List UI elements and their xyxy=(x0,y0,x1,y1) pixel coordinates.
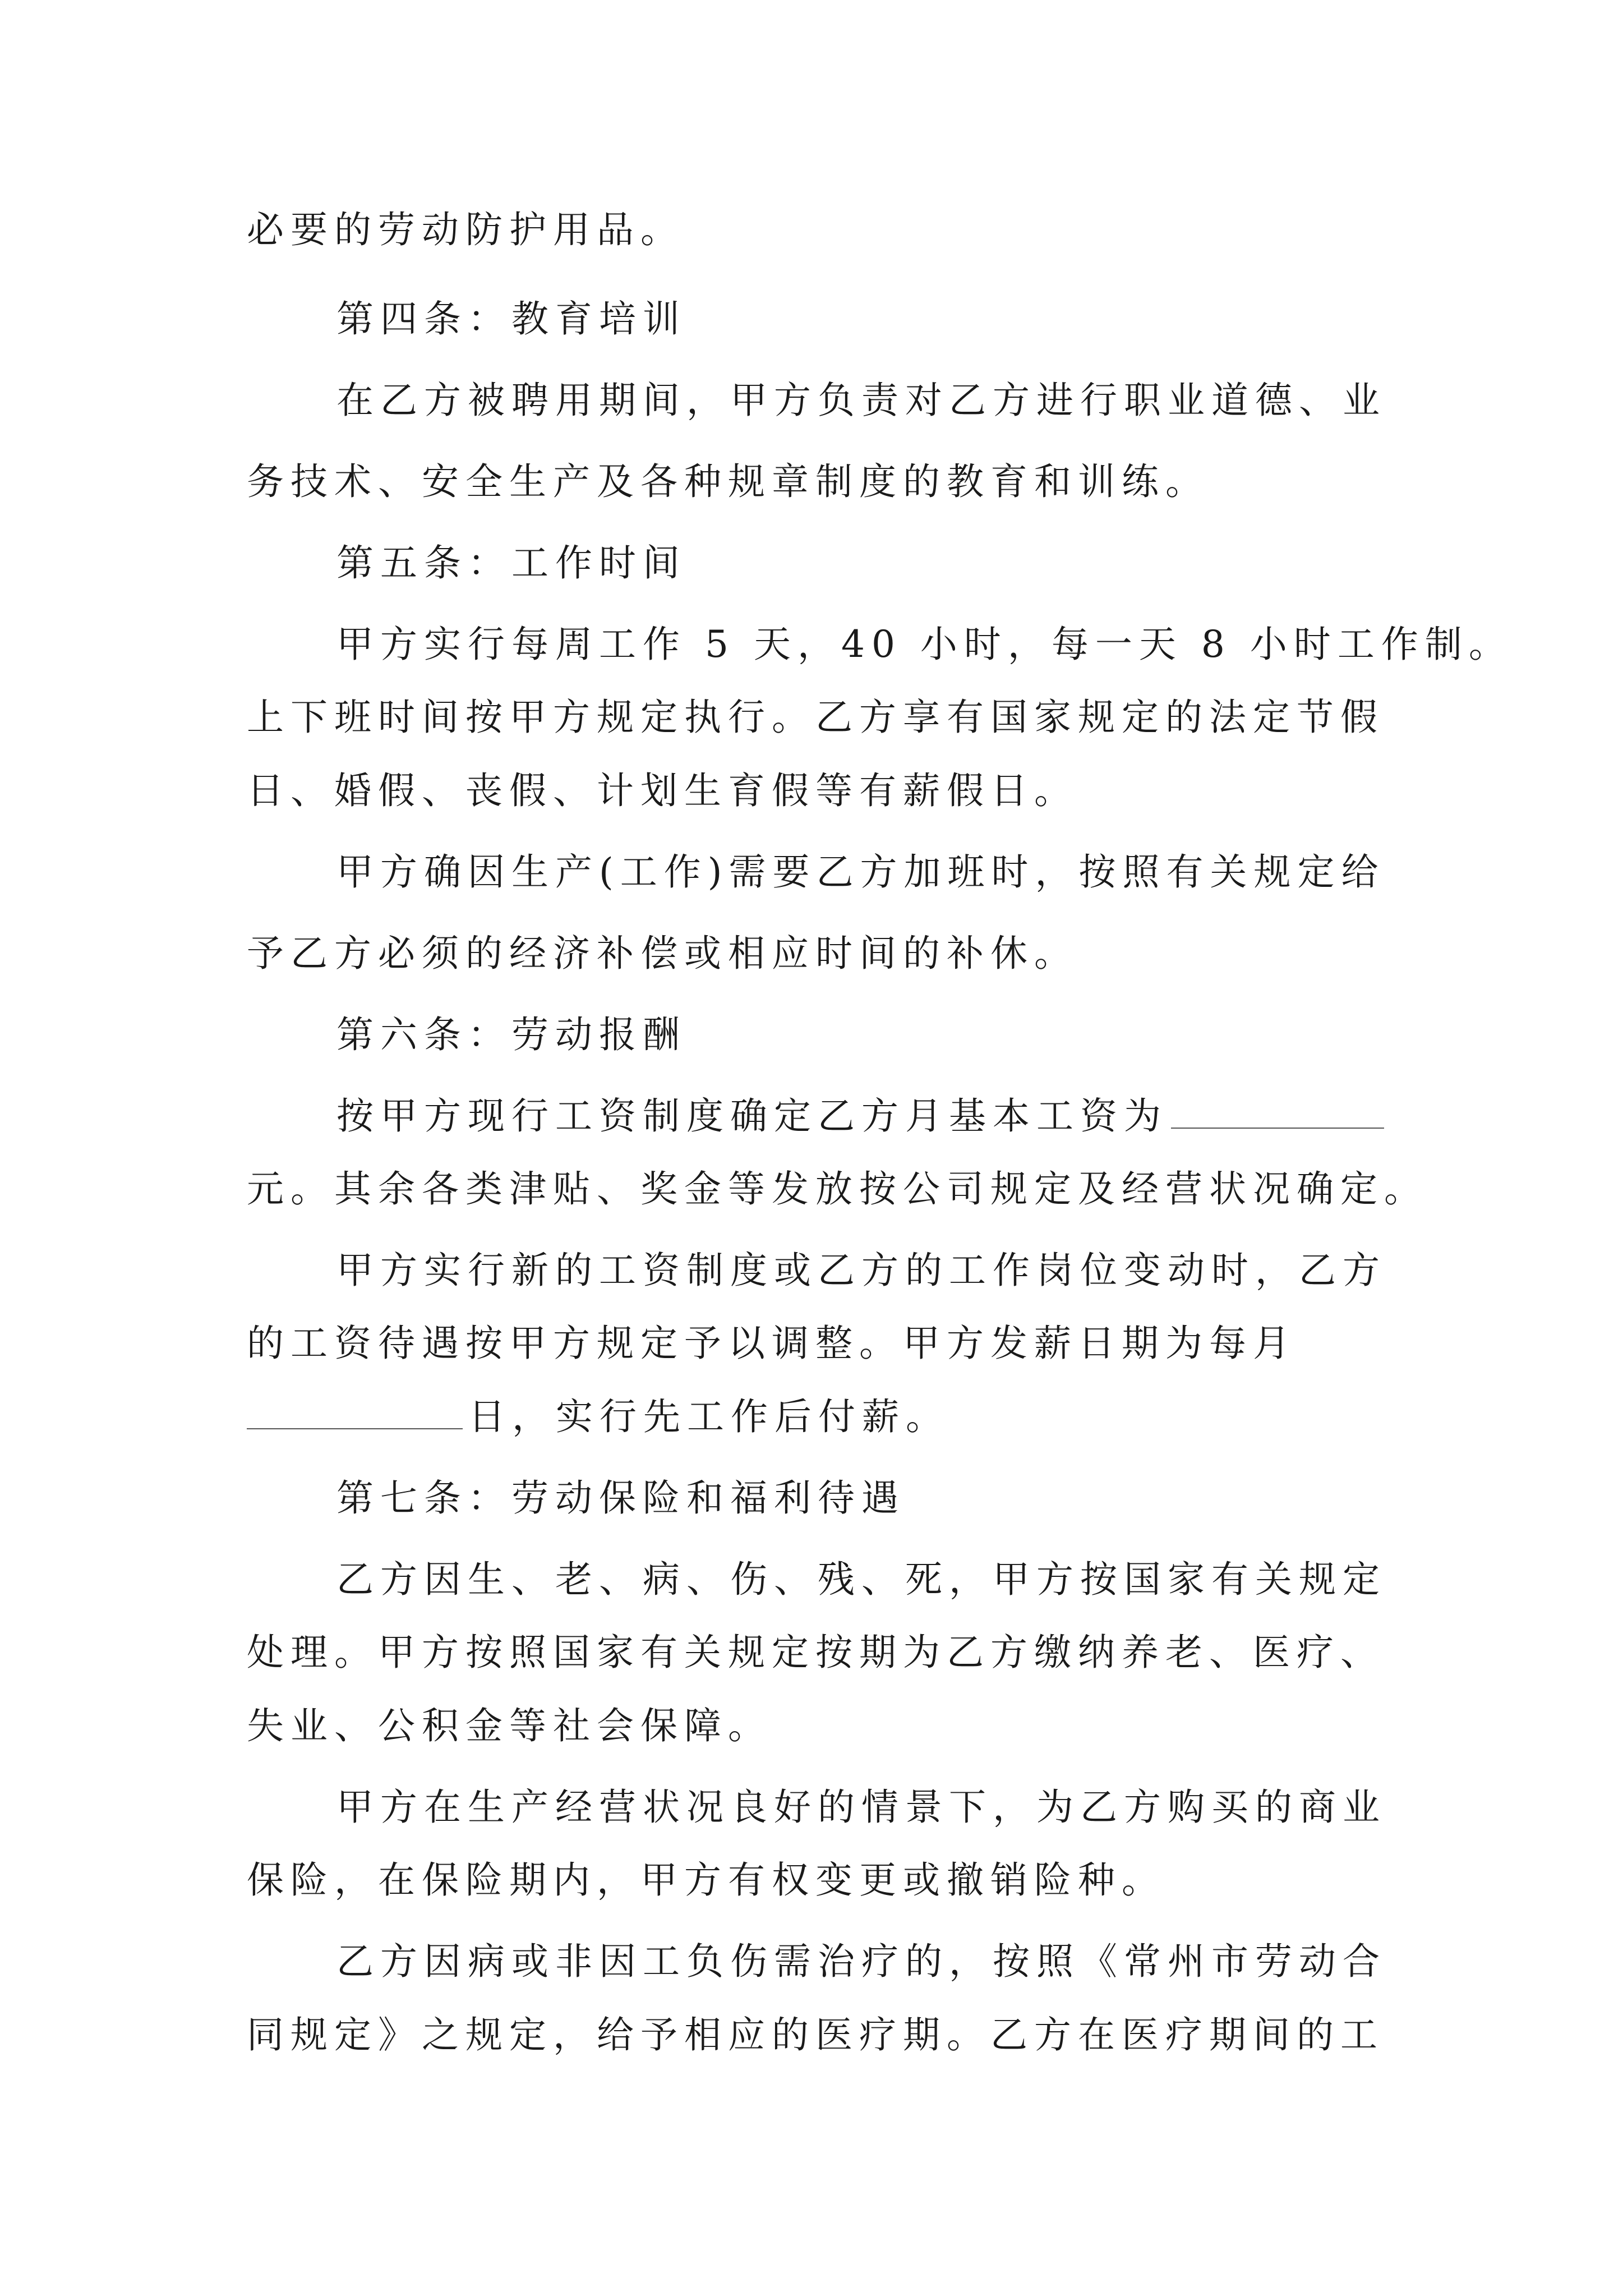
paragraph-line-10: 予乙方必须的经济补偿或相应时间的补休。 xyxy=(247,932,1078,975)
paragraph-line-6: 甲方实行每周工作 5 天，40 小时，每一天 8 小时工作制。 xyxy=(336,623,1513,666)
wage-label: 按甲方现行工资制度确定乙方月基本工资为 xyxy=(336,1094,1168,1138)
article-6-heading: 第六条：劳动报酬 xyxy=(336,1013,686,1056)
paragraph-line-21: 甲方在生产经营状况良好的情景下，为乙方购买的商业 xyxy=(336,1786,1386,1829)
paragraph-line-3: 在乙方被聘用期间，甲方负责对乙方进行职业道德、业 xyxy=(336,379,1386,422)
wage-line xyxy=(336,1093,1384,1140)
paragraph-line-14: 甲方实行新的工资制度或乙方的工作岗位变动时，乙方 xyxy=(336,1249,1386,1292)
paragraph-line-19: 处理。甲方按照国家有关规定按期为乙方缴纳养老、医疗、 xyxy=(247,1631,1384,1674)
paragraph-line-18: 乙方因生、老、病、伤、残、死，甲方按国家有关规定 xyxy=(336,1558,1386,1601)
paragraph-line-23: 乙方因病或非因工负伤需治疗的，按照《常州市劳动合 xyxy=(336,1940,1386,1983)
paragraph-line-15: 的工资待遇按甲方规定予以调整。甲方发薪日期为每月 xyxy=(247,1322,1297,1365)
monthly-wage-blank[interactable] xyxy=(1171,1094,1384,1129)
article-4-heading: 第四条：教育培训 xyxy=(336,297,686,341)
paragraph-line-24: 同规定》之规定，给予相应的医疗期。乙方在医疗期间的工 xyxy=(247,2013,1384,2056)
paragraph-line-22: 保险，在保险期内，甲方有权变更或撤销险种。 xyxy=(247,1858,1165,1902)
article-5-heading: 第五条：工作时间 xyxy=(336,541,686,585)
paragraph-line-13: 元。其余各类津贴、奖金等发放按公司规定及经营状况确定。 xyxy=(247,1167,1428,1211)
payday-line xyxy=(247,1393,949,1441)
payday-text: 日，实行先工作后付薪。 xyxy=(468,1395,949,1438)
paragraph-line-20: 失业、公积金等社会保障。 xyxy=(247,1704,772,1747)
payday-blank[interactable] xyxy=(247,1395,463,1429)
paragraph-line-1: 必要的劳动防护用品。 xyxy=(247,208,684,251)
paragraph-line-4: 务技术、安全生产及各种规章制度的教育和训练。 xyxy=(247,460,1209,503)
paragraph-line-9: 甲方确因生产(工作)需要乙方加班时，按照有关规定给 xyxy=(336,850,1385,894)
paragraph-line-8: 日、婚假、丧假、计划生育假等有薪假日。 xyxy=(247,769,1078,812)
paragraph-line-7: 上下班时间按甲方规定执行。乙方享有国家规定的法定节假 xyxy=(247,696,1384,739)
article-7-heading: 第七条：劳动保险和福利待遇 xyxy=(336,1476,905,1520)
